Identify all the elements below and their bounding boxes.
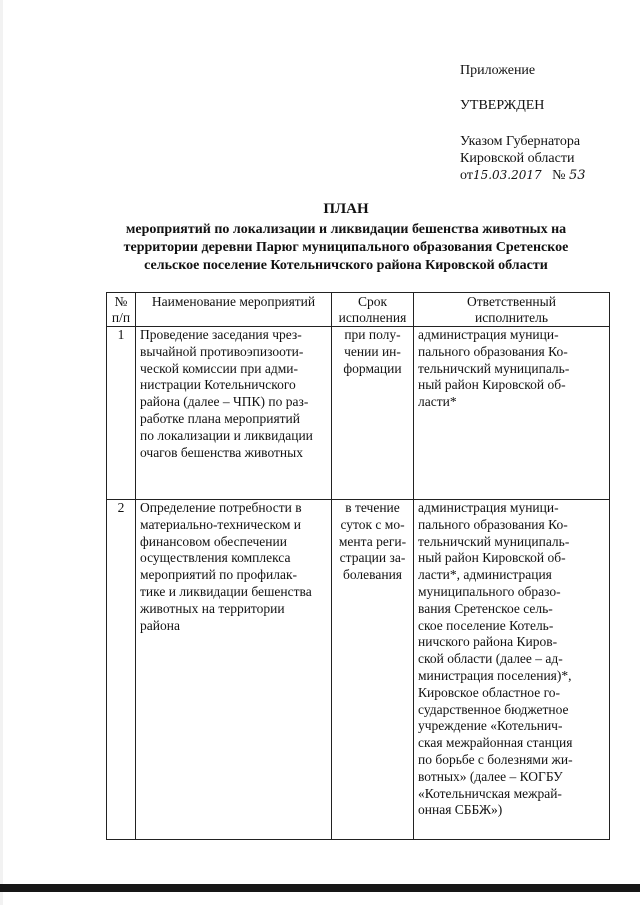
row-2-responsible: администрация муници- пального образования Ко- тельничский муниципаль- ный район Кировской об- ласти*, администрация муниципального образо- вания Сретенское сель- ское поселение Котель- ничского района Киров- ской области (далее – ад- министрация поселения)*, Кировское областное го- сударственное бюджетное учреждение «Котельнич- ская межрайонная станция по борьбе с болезнями жи- вотных» (далее – КОГБУ «Котельничская межрай- онная СББЖ») xyxy=(414,500,610,840)
handwritten-number: 53 xyxy=(569,168,586,183)
number-prefix: № xyxy=(552,168,566,183)
row-2-term: в течение суток с мо- мента реги- страции за- болевания xyxy=(332,500,414,840)
table-row xyxy=(107,327,610,500)
approved-label: УТВЕРЖДЕН xyxy=(460,98,545,113)
row-1-num: 1 xyxy=(107,327,136,500)
plan-table xyxy=(106,292,610,840)
row-1-responsible: администрация муници- пального образования Ко- тельничский муниципаль- ный район Кировской об- ласти* xyxy=(414,327,610,500)
plan-subtitle-line-1: мероприятий по локализации и ликвидации бешенства животных на xyxy=(125,222,567,237)
decree-line-1: Указом Губернатора xyxy=(460,134,581,149)
plan-subtitle-line-2: территории деревни Парюг муниципального образования Сретенское xyxy=(123,240,569,255)
table-header-row xyxy=(107,293,610,327)
plan-title: ПЛАН xyxy=(323,201,369,217)
decree-date-line xyxy=(460,167,586,184)
plan-subtitle-line-3: сельское поселение Котельничского района Кировской области xyxy=(144,258,548,273)
row-1-name: Проведение заседания чрез- вычайной противоэпизооти- ческой комиссии при адми- нистрации Котельничского района (далее – ЧПК) по раз- работке плана мероприятий по локализации и ликвидации очагов бешенства животных xyxy=(136,327,332,500)
from-prefix: от xyxy=(460,168,473,183)
header-responsible: Ответственный исполнитель xyxy=(414,293,610,327)
approval-block xyxy=(460,62,586,184)
row-1-term: при полу- чении ин- формации xyxy=(332,327,414,500)
table-row xyxy=(107,500,610,840)
plan-title-block xyxy=(96,200,596,275)
header-num: № п/п xyxy=(107,293,136,327)
handwritten-date: 15.03.2017 xyxy=(472,168,542,182)
row-2-num: 2 xyxy=(107,500,136,840)
row-2-name: Определение потребности в материально-техническом и финансовом обеспечении осуществления комплекса мероприятий по профилак- тике и ликвидации бешенства животных на территории района xyxy=(136,500,332,840)
scan-edge xyxy=(0,0,3,905)
decree-line-2: Кировской области xyxy=(460,151,575,166)
header-term: Срок исполнения xyxy=(332,293,414,327)
scan-bottom-bar xyxy=(0,884,640,892)
header-name: Наименование мероприятий xyxy=(136,293,332,327)
appendix-label: Приложение xyxy=(460,63,536,78)
